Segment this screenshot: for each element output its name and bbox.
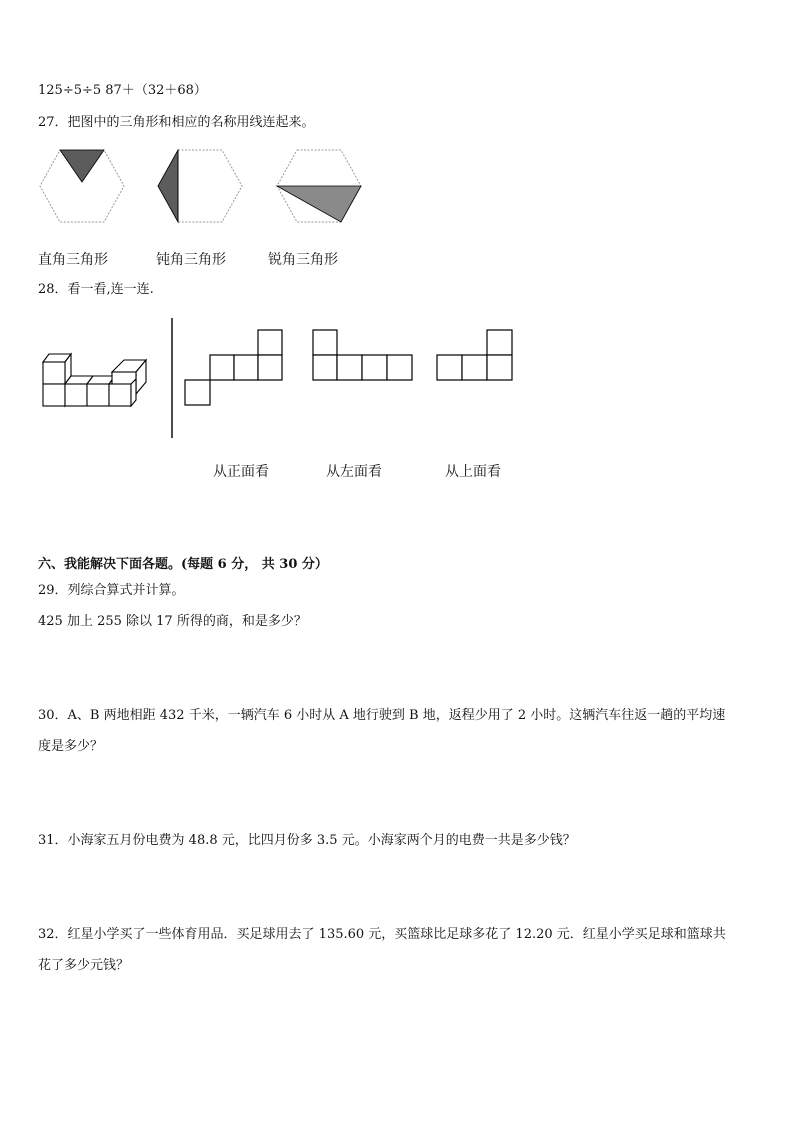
triangle-name-obtuse: 钝角三角形 bbox=[156, 252, 226, 268]
question-32-line-2: 花了多少元钱？ bbox=[38, 958, 130, 973]
view-shape-c bbox=[436, 329, 514, 383]
question-27: 27．把图中的三角形和相应的名称用线连起来。 bbox=[38, 115, 315, 130]
question-31: 31．小海家五月份电费为 48.8 元，比四月份多 3.5 元。小海家两个月的电费一共是多少钱？ bbox=[38, 833, 576, 848]
view-label-left: 从左面看 bbox=[326, 464, 382, 480]
shaded-triangle-2 bbox=[158, 150, 178, 222]
question-29: 29．列综合算式并计算。 bbox=[38, 583, 185, 598]
triangle-name-acute: 锐角三角形 bbox=[268, 252, 338, 268]
question-32-line-1: 32．红星小学买了一些体育用品．买足球用去了 135.60 元，买篮球比足球多花了 12.20 元．红星小学买足球和篮球共 bbox=[38, 927, 726, 942]
vertical-divider bbox=[170, 318, 174, 438]
question-28: 28．看一看,连一连. bbox=[38, 282, 154, 297]
question-30-line-1: 30．A、B 两地相距 432 千米，一辆汽车 6 小时从 A 地行驶到 B 地，返程少用了 2 小时。这辆汽车往返一趟的平均速 bbox=[38, 708, 726, 723]
view-label-front: 从正面看 bbox=[213, 464, 269, 480]
triangle-name-right: 直角三角形 bbox=[38, 252, 108, 268]
arithmetic-expression-line: 125÷5÷5 87＋（32＋68） bbox=[38, 83, 207, 98]
view-shape-a bbox=[184, 329, 284, 407]
cube-stack-figure bbox=[40, 350, 158, 408]
question-29-text: 425 加上 255 除以 17 所得的商，和是多少？ bbox=[38, 614, 307, 629]
view-label-top: 从上面看 bbox=[445, 464, 501, 480]
section-6-heading: 六、我能解决下面各题。(每题 6 分， 共 30 分） bbox=[38, 557, 328, 572]
question-30-line-2: 度是多少？ bbox=[38, 739, 104, 754]
hexagon-figure-3 bbox=[275, 148, 363, 224]
hexagon-figure-1 bbox=[38, 148, 126, 224]
view-shape-b bbox=[312, 329, 414, 383]
hexagon-figure-2 bbox=[156, 148, 244, 224]
